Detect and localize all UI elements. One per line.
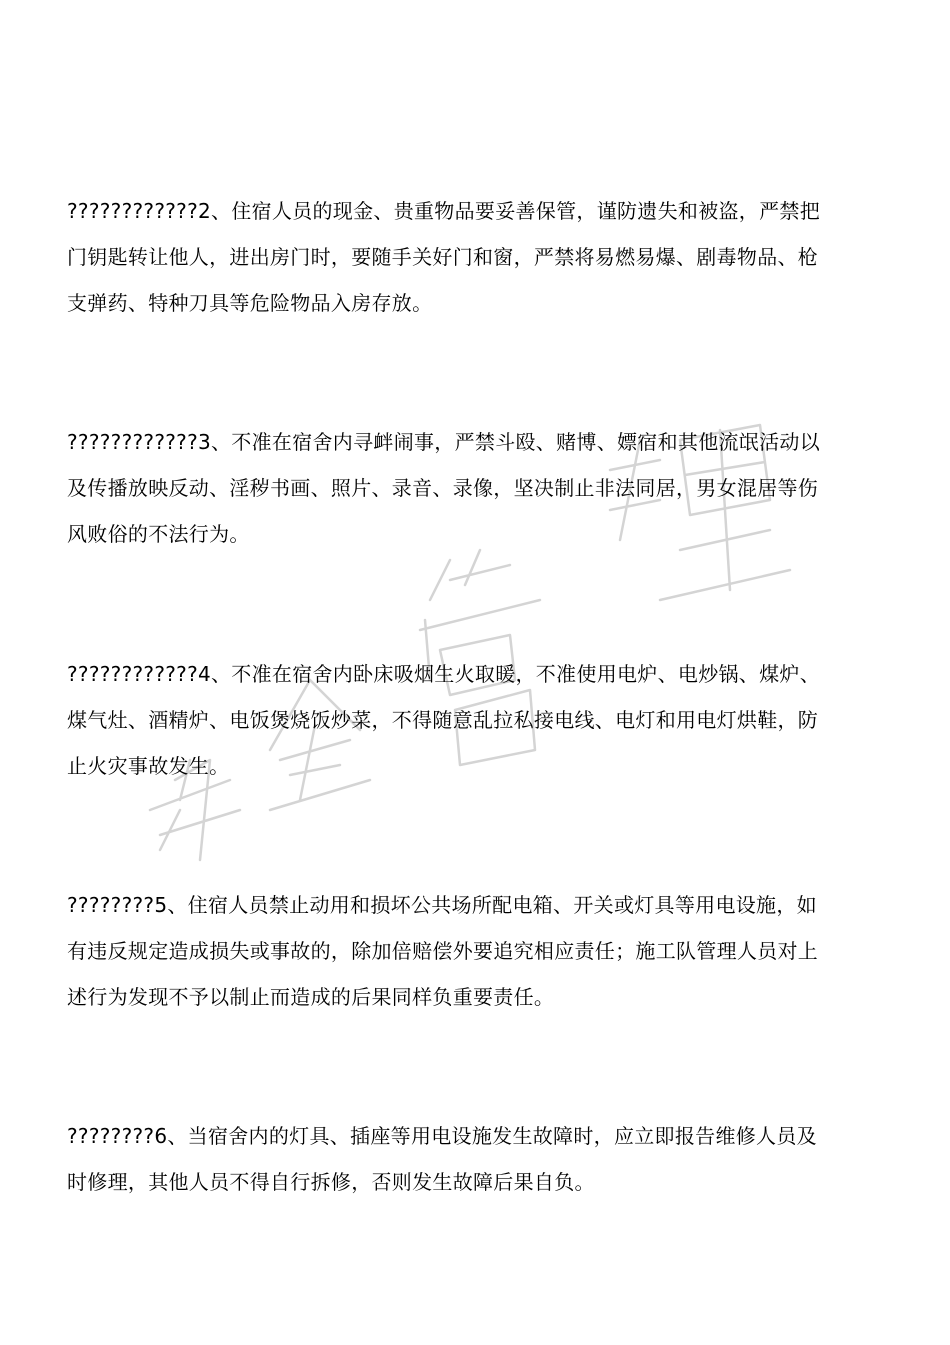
paragraph-item-2: ????????????2、住宿人员的现金、贵重物品要妥善保管，谨防遗失和被盗，严禁把门钥匙转让他人，进出房门时，要随手关好门和窗，严禁将易燃易爆、剧毒物品、枪支弹药、特种刀具等危险物品入房存放。 bbox=[67, 199, 821, 315]
paragraph-item-4: ????????????4、不准在宿舍内卧床吸烟生火取暖，不准使用电炉、电炒锅、煤炉、煤气灶、酒精炉、电饭煲烧饭炒菜，不得随意乱拉私接电线、电灯和用电灯烘鞋，防止火灾事故发生。 bbox=[67, 662, 821, 778]
paragraph-item-6: ????????6、当宿舍内的灯具、插座等用电设施发生故障时，应立即报告维修人员及时修理，其他人员不得自行拆修，否则发生故障后果自负。 bbox=[67, 1124, 817, 1194]
paragraph-item-5: ????????5、住宿人员禁止动用和损坏公共场所配电箱、开关或灯具等用电设施，如有违反规定造成损失或事故的，除加倍赔偿外要追究相应责任；施工队管理人员对上述行为发现不予以制止而造成的后果同样负重要责任。 bbox=[67, 893, 819, 1009]
paragraph-item-3: ????????????3、不准在宿舍内寻衅闹事，严禁斗殴、赌博、嫖宿和其他流氓活动以及传播放映反动、淫秽书画、照片、录音、录像，坚决制止非法同居，男女混居等伤风败俗的不法行为。 bbox=[67, 430, 821, 546]
